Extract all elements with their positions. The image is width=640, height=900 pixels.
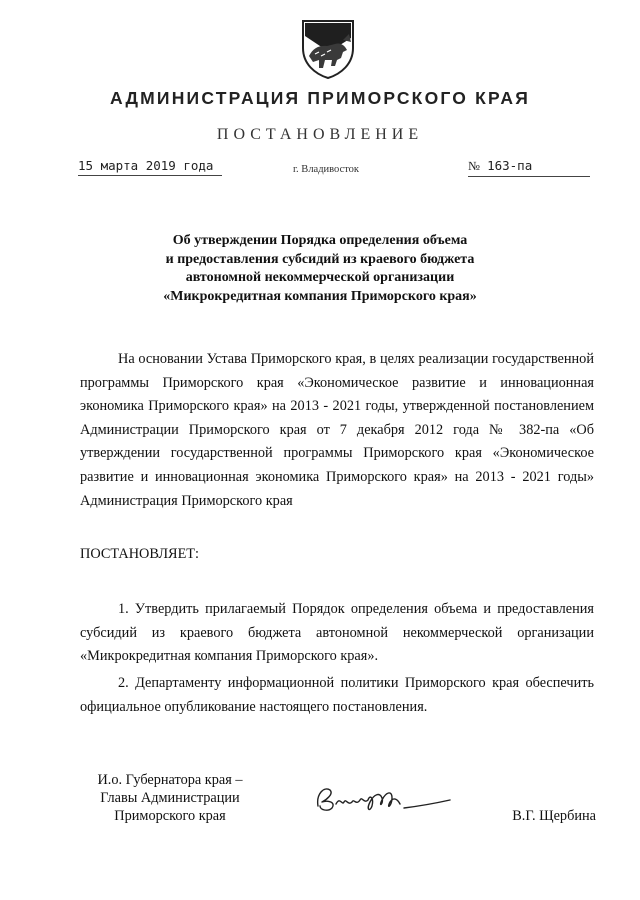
document-number-field: [468, 158, 590, 177]
document-type: ПОСТАНОВЛЕНИЕ: [216, 126, 424, 143]
title-line: «Микрокредитная компания Приморского края»: [163, 288, 477, 304]
position-line: И.о. Губернатора края –: [97, 772, 243, 788]
preamble-paragraph: На основании Устава Приморского края, в целях реализации государственной программы Приморского края «Экономическое развитие и инновационная экономика Приморского края» на 2013 - 2021 годы, утвержденной постановлением Администрации Приморского края от 7 декабря 2012 года № 382-па «Об утверждении государственной программы Приморского края «Экономическое развитие и инновационная экономика Приморского края» на 2013 - 2021 годы» Администрация Приморского края: [80, 351, 594, 509]
decree-item: 1. Утвердить прилагаемый Порядок определения объема и предоставления субсидий из краевого бюджета автономной некоммерческой организации «Микрокредитная компания Приморского края».: [80, 601, 594, 665]
document-number: 163-па: [487, 158, 533, 173]
signatory-name: В.Г. Щербина: [512, 808, 596, 824]
signatory-position: [80, 771, 260, 825]
position-line: Приморского края: [114, 808, 226, 824]
decree-item: 2. Департаменту информационной политики Приморского края обеспечить официальное опубликование настоящего постановления.: [80, 675, 594, 715]
title-line: Об утверждении Порядка определения объема: [172, 233, 468, 248]
title-line: и предоставления субсидий из краевого бюджета: [165, 251, 475, 267]
decree-heading: ПОСТАНОВЛЯЕТ:: [80, 546, 200, 562]
title-line: автономной некоммерческой организации: [185, 270, 455, 285]
document-date: 15 марта 2019 года: [78, 158, 222, 176]
handwritten-signature: [312, 780, 454, 818]
coat-of-arms-icon: [297, 18, 359, 80]
position-line: Главы Администрации: [100, 790, 240, 806]
document-title: [110, 232, 530, 306]
organization-title: АДМИНИСТРАЦИЯ ПРИМОРСКОГО КРАЯ: [110, 88, 530, 108]
number-sign: №: [468, 159, 480, 173]
document-city: г. Владивосток: [292, 164, 360, 175]
